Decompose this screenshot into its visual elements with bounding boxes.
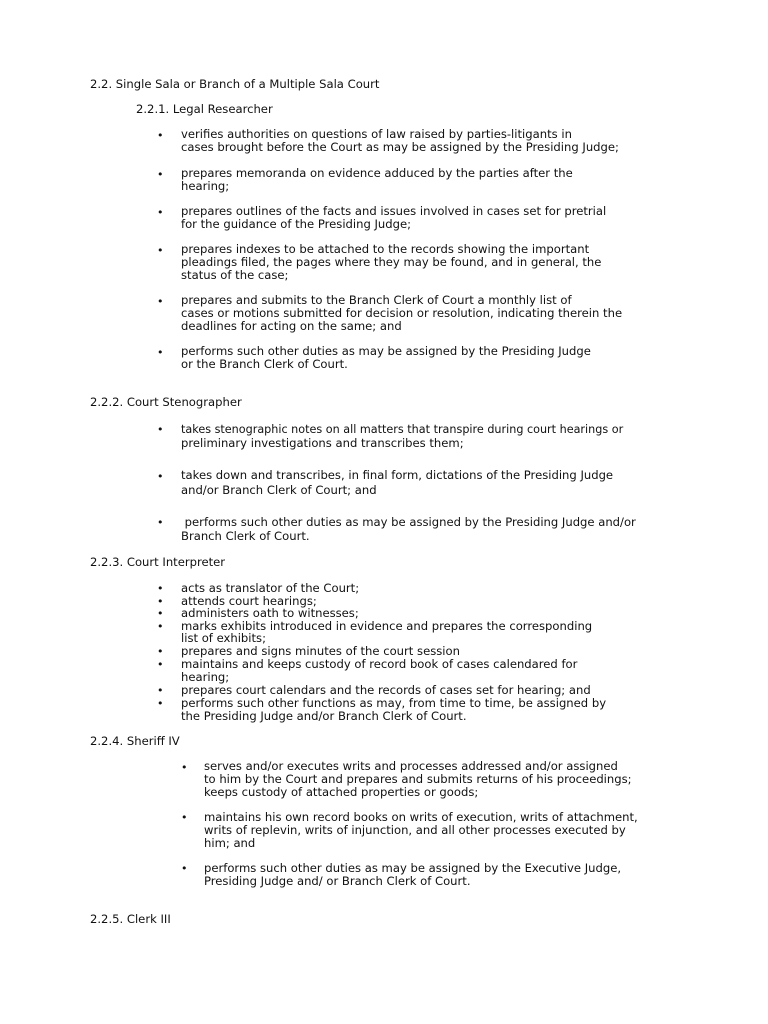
list-item-line: pleadings filed, the pages where they may be found, and in general, the	[181, 255, 602, 269]
bullet-icon: •	[157, 516, 164, 529]
bullet-icon: •	[181, 811, 188, 824]
section-title-court-interpreter: 2.2.3. Court Interpreter	[90, 555, 226, 569]
list-item-line: maintains his own record books on writs of execution, writs of attachment,	[204, 810, 638, 824]
bullet-icon: •	[157, 168, 164, 181]
bullet-icon: •	[157, 346, 164, 359]
list-item-line: prepares court calendars and the records of cases set for hearing; and	[181, 683, 591, 697]
list-item-line: prepares outlines of the facts and issues involved in cases set for pretrial	[181, 204, 607, 218]
list-item-line: status of the case;	[181, 268, 289, 282]
bullet-icon: •	[157, 595, 164, 608]
list-item-line: cases brought before the Court as may be assigned by the Presiding Judge;	[181, 140, 619, 154]
list-item-line: keeps custody of attached properties or goods;	[204, 785, 479, 799]
list-item-line: performs such other duties as may be assigned by the Executive Judge,	[204, 861, 622, 875]
bullet-icon: •	[157, 697, 164, 710]
list-item-line: deadlines for acting on the same; and	[181, 319, 402, 333]
section-title-clerk-iii: 2.2.5. Clerk III	[90, 912, 171, 926]
list-item-line: and/or Branch Clerk of Court; and	[181, 483, 377, 497]
section-title-legal-researcher: 2.2.1. Legal Researcher	[136, 102, 273, 116]
list-item-line: performs such other duties as may be assigned by the Presiding Judge	[181, 344, 591, 358]
bullet-icon: •	[157, 244, 164, 257]
bullet-icon: •	[157, 206, 164, 219]
list-item-line: prepares and signs minutes of the court session	[181, 644, 460, 658]
bullet-icon: •	[157, 423, 164, 436]
bullet-icon: •	[157, 295, 164, 308]
list-item-line: administers oath to witnesses;	[181, 606, 359, 620]
list-item-line: maintains and keeps custody of record book of cases calendared for	[181, 657, 578, 671]
list-item-line: hearing;	[181, 179, 230, 193]
list-item-line: performs such other functions as may, from time to time, be assigned by	[181, 696, 607, 710]
list-item-line: writs of replevin, writs of injunction, and all other processes executed by	[204, 823, 626, 837]
list-item-line: the Presiding Judge and/or Branch Clerk of Court.	[181, 709, 467, 723]
list-item-line: attends court hearings;	[181, 594, 317, 608]
bullet-icon: •	[157, 607, 164, 620]
section-title-sheriff-iv: 2.2.4. Sheriff IV	[90, 734, 180, 748]
bullet-icon: •	[157, 129, 164, 142]
list-item-line: to him by the Court and prepares and submits returns of his proceedings;	[204, 772, 632, 786]
list-item-line: takes down and transcribes, in final form, dictations of the Presiding Judge	[181, 468, 614, 482]
section-title-court-stenographer: 2.2.2. Court Stenographer	[90, 395, 242, 409]
list-item-line: for the guidance of the Presiding Judge;	[181, 217, 412, 231]
bullet-icon: •	[181, 761, 188, 774]
list-item-line: Presiding Judge and/ or Branch Clerk of Court.	[204, 874, 471, 888]
list-item-line: prepares memoranda on evidence adduced by the parties after the	[181, 166, 573, 180]
list-item-line: prepares and submits to the Branch Clerk of Court a monthly list of	[181, 293, 572, 307]
bullet-icon: •	[157, 658, 164, 671]
bullet-icon: •	[157, 684, 164, 697]
bullet-icon: •	[157, 645, 164, 658]
bullet-icon: •	[181, 862, 188, 875]
list-item-line: performs such other duties as may be assigned by the Presiding Judge and/or	[181, 515, 636, 529]
list-item-line: prepares indexes to be attached to the records showing the important	[181, 242, 590, 256]
list-item-line: preliminary investigations and transcribes them;	[181, 436, 464, 450]
list-item-line: him; and	[204, 836, 256, 850]
list-item-line: Branch Clerk of Court.	[181, 529, 310, 543]
list-item-line: marks exhibits introduced in evidence and prepares the corresponding	[181, 619, 593, 633]
list-item-line: list of exhibits;	[181, 631, 267, 645]
list-item-line: acts as translator of the Court;	[181, 581, 360, 595]
bullet-icon: •	[157, 582, 164, 595]
list-item-line: hearing;	[181, 670, 230, 684]
list-item-line: cases or motions submitted for decision or resolution, indicating therein the	[181, 306, 623, 320]
bullet-icon: •	[157, 620, 164, 633]
list-item-line: serves and/or executes writs and processes addressed and/or assigned	[204, 759, 618, 773]
document-heading: 2.2. Single Sala or Branch of a Multiple Sala Court	[90, 77, 380, 91]
list-item-line: or the Branch Clerk of Court.	[181, 357, 348, 371]
list-item-line: takes stenographic notes on all matters that transpire during court hearings or	[181, 423, 624, 436]
list-item-line: verifies authorities on questions of law raised by parties-litigants in	[181, 127, 572, 141]
bullet-icon: •	[157, 470, 164, 483]
